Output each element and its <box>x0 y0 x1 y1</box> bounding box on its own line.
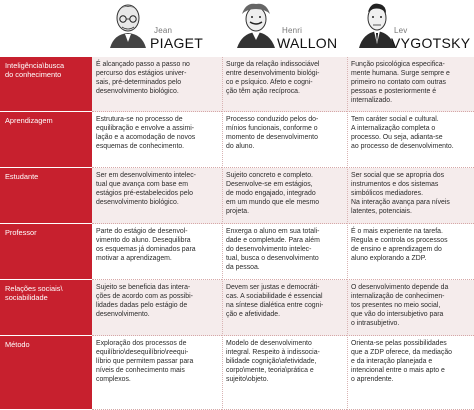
cell-line: Exploração dos processos de <box>96 340 187 347</box>
cell-line: A internalização completa o <box>351 125 436 133</box>
cell-piaget <box>92 168 222 224</box>
table-row <box>0 336 474 410</box>
cell-line: internalizado. <box>351 97 392 105</box>
cell-line: que a ZDP oferece, da mediação <box>351 349 452 357</box>
cell-line: projeta. <box>226 208 249 216</box>
theorist-first-name: Lev <box>394 26 408 35</box>
wallon-portrait-icon <box>232 0 280 48</box>
cell-line: na síntese dialética entre cogni- <box>226 302 324 310</box>
cell-line: ção têm ação recíproca. <box>226 88 300 96</box>
cell-line: instrumentos e dos sistemas <box>351 181 439 189</box>
cell-line: Na interação avança para níveis <box>351 199 450 207</box>
cell-line: desenvolvimento. <box>96 311 150 319</box>
cell-line: equilibração e envolve a assimi- <box>96 125 195 133</box>
cell-line: primeiro no contato com outras <box>351 79 446 87</box>
cell-line: equilíbrio\desequilíbrio\reequi- <box>96 349 189 357</box>
cell-line: e da interação planejada e <box>351 358 433 366</box>
cell-line: Desenvolve-se em estágios, <box>226 181 313 189</box>
row-label-line: do conhecimento <box>5 70 62 80</box>
cell-wallon <box>222 336 347 410</box>
cell-line: percurso dos estágios univer- <box>96 70 187 78</box>
table-row <box>0 112 474 168</box>
cell-line: Surge da relação indissociável <box>226 61 320 68</box>
cell-line: dade e completude. Para além <box>226 237 320 245</box>
cell-line: em um mundo que ele mesmo <box>226 199 320 207</box>
cell-line: Enxerga o aluno em sua totali- <box>226 228 320 235</box>
cell-line: integral. Respeito à indissocia- <box>226 349 320 357</box>
cell-vygotsky <box>347 168 474 224</box>
row-label-line: Relações sociais\ <box>5 284 63 293</box>
cell-line: Tem caráter social e cultural. <box>351 116 439 123</box>
cell-piaget <box>92 336 222 410</box>
cell-line: aluno explorando a ZDP. <box>351 255 427 263</box>
cell-line: Devem ser justas e democráti- <box>226 284 320 291</box>
cell-piaget <box>92 224 222 280</box>
cell-line: Orienta-se pelas possibilidades <box>351 340 447 347</box>
cell-line: líbrio que permitem passar para <box>96 358 194 366</box>
cell-line: lação e a acomodação de novos <box>96 134 196 142</box>
table-row <box>0 57 474 112</box>
theorist-vygotsky <box>347 0 474 55</box>
column-divider <box>222 57 223 410</box>
cell-line: simbólicos mediadores. <box>351 190 423 198</box>
cell-line: Parte do estágio de desenvol- <box>96 228 188 235</box>
cell-line: tual que avança com base em <box>96 181 188 189</box>
cell-line: tual, busca o desenvolvimento <box>226 255 319 263</box>
cell-line: de modo engajado, integrado <box>226 190 316 198</box>
cell-line: É o mais experiente na tarefa. <box>351 228 443 235</box>
cell-line: intencional entre o mais apto e <box>351 367 445 375</box>
table-row <box>0 168 474 224</box>
cell-line: Processo conduzido pelos do- <box>226 116 319 123</box>
cell-line: Função psicológica especifica- <box>351 61 445 68</box>
cell-line: Ser social que se apropria dos <box>351 172 445 179</box>
cell-line: esquemas de conhecimento. <box>96 143 185 151</box>
row-label-line: Aprendizagem <box>5 116 53 125</box>
cell-line: momento de desenvolvimento <box>226 134 318 142</box>
cell-wallon <box>222 280 347 336</box>
cell-line: processo. Ou seja, adianta-se <box>351 134 443 142</box>
theorist-first-name: Henri <box>282 26 303 35</box>
cell-line: co e psíquico. Afeto e cogni- <box>226 79 313 87</box>
theorists-header <box>0 0 474 57</box>
row-label-professor <box>0 224 92 280</box>
cell-line: que vão do intersubjetivo para <box>351 311 444 319</box>
cell-vygotsky <box>347 224 474 280</box>
cell-line: Ser em desenvolvimento intelec- <box>96 172 196 179</box>
theorist-piaget <box>92 0 222 55</box>
cell-line: pessoas e posteriormente é <box>351 88 437 96</box>
cell-line: motivar a aprendizagem. <box>96 255 172 263</box>
cell-line: corpo\mente, teoria\prática e <box>226 367 314 375</box>
cell-line: Estrutura-se no processo de <box>96 116 183 123</box>
row-label-estudante <box>0 168 92 224</box>
cell-piaget <box>92 112 222 168</box>
cell-line: complexos. <box>96 376 131 384</box>
cell-line: cas. A sociabilidade é essencial <box>226 293 323 301</box>
cell-line: do desenvolvimento intelec- <box>226 246 312 254</box>
row-label-line: Método <box>5 340 30 349</box>
cell-line: É alcançado passo a passo no <box>96 61 190 68</box>
cell-line: níveis de conhecimento mais <box>96 367 185 375</box>
cell-line: Regula e controla os processos <box>351 237 448 245</box>
cell-line: os esquemas já dominados para <box>96 246 196 254</box>
cell-line: sais, pré-determinados pelo <box>96 79 182 87</box>
table-row <box>0 280 474 336</box>
cell-line: entre desenvolvimento biológi- <box>226 70 320 78</box>
cell-line: vimento do aluno. Desequilibra <box>96 237 191 245</box>
cell-line: Sujeito concreto e completo. <box>226 172 313 179</box>
row-label-metodo <box>0 336 92 410</box>
piaget-portrait-icon <box>104 0 152 48</box>
cell-wallon <box>222 168 347 224</box>
cell-wallon <box>222 224 347 280</box>
cell-piaget <box>92 280 222 336</box>
cell-vygotsky <box>347 112 474 168</box>
row-label-relacoes-sociais <box>0 280 92 336</box>
theorist-first-name: Jean <box>154 26 173 35</box>
cell-vygotsky <box>347 336 474 410</box>
cell-line: da pessoa. <box>226 264 260 272</box>
row-label-line: Professor <box>5 228 37 237</box>
row-label-inteligencia <box>0 57 92 112</box>
cell-line: tos presentes no meio social, <box>351 302 441 310</box>
cell-line: de ensino e aprendizagem do <box>351 246 442 254</box>
cell-line: do aluno. <box>226 143 255 151</box>
cell-line: lidades dadas pelo estágio de <box>96 302 188 310</box>
row-label-aprendizagem <box>0 112 92 168</box>
cell-line: estágios pré-estabelecidos pelo <box>96 190 193 198</box>
cell-vygotsky <box>347 280 474 336</box>
cell-line: latentes, potenciais. <box>351 208 412 216</box>
cell-line: ao processo de desenvolvimento. <box>351 143 454 151</box>
theorist-last-name: PIAGET <box>150 35 204 51</box>
cell-vygotsky <box>347 57 474 112</box>
cell-line: Modelo de desenvolvimento <box>226 340 312 347</box>
cell-line: internalização de conhecimen- <box>351 293 445 301</box>
cell-line: sujeito\objeto. <box>226 376 269 384</box>
cell-line: o intrasubjetivo. <box>351 320 400 328</box>
cell-line: bilidade cognição\afetividade, <box>226 358 317 366</box>
cell-line: desenvolvimento biológico. <box>96 199 179 207</box>
row-label-line: sociabilidade <box>5 293 48 303</box>
theorist-wallon <box>222 0 347 55</box>
cell-piaget <box>92 57 222 112</box>
cell-line: O desenvolvimento depende da <box>351 284 449 291</box>
row-label-line: Inteligência\busca <box>5 61 65 70</box>
theorist-last-name: VYGOTSKY <box>391 35 471 51</box>
cell-line: ções de acordo com as possibi- <box>96 293 193 301</box>
cell-line: mínios funcionais, conforme o <box>226 125 318 133</box>
cell-line: desenvolvimento biológico. <box>96 88 179 96</box>
row-label-line: Estudante <box>5 172 39 181</box>
cell-line: mente humana. Surge sempre e <box>351 70 450 78</box>
column-divider <box>347 57 348 410</box>
cell-line: ção e afetividade. <box>226 311 281 319</box>
cell-line: Sujeito se beneficia das intera- <box>96 284 191 291</box>
theorist-last-name: WALLON <box>277 35 338 51</box>
cell-line: o aprendente. <box>351 376 394 384</box>
cell-wallon <box>222 112 347 168</box>
cell-wallon <box>222 57 347 112</box>
table-row <box>0 224 474 280</box>
